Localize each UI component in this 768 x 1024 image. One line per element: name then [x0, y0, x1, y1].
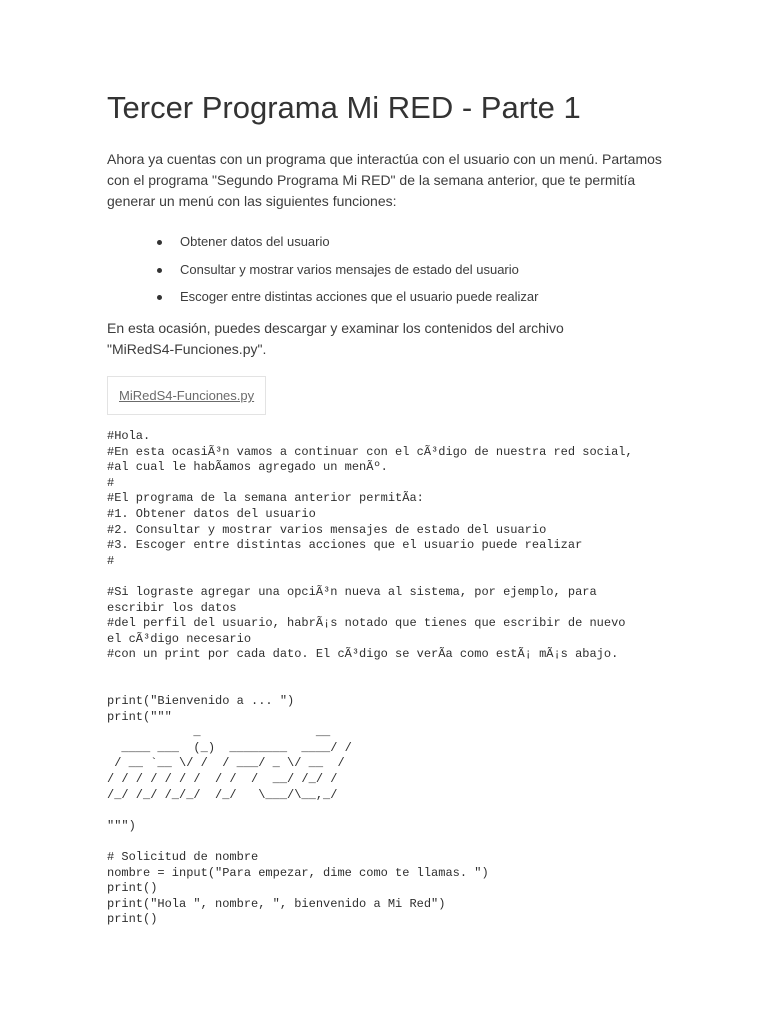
- file-attachment: [107, 376, 266, 415]
- download-paragraph: En esta ocasión, puedes descargar y examinar los contenidos del archivo "MiRedS4-Funciones.py".: [107, 320, 564, 357]
- bullet-icon: [157, 268, 162, 273]
- bullet-icon: [157, 295, 162, 300]
- list-item: [107, 231, 538, 259]
- intro-paragraph: Ahora ya cuentas con un programa que interactúa con el usuario con un menú. Partamos con el programa "Segundo Programa Mi RED" de la semana anterior, que te permitía generar un menú con las siguientes funciones:: [107, 151, 662, 209]
- file-download-link[interactable]: MiRedS4-Funciones.py: [119, 388, 255, 403]
- bullet-icon: [157, 240, 162, 245]
- function-list: [107, 231, 538, 314]
- list-item: [107, 259, 538, 287]
- list-item-text: Consultar y mostrar varios mensajes de estado del usuario: [180, 261, 519, 277]
- list-item-text: Escoger entre distintas acciones que el usuario puede realizar: [180, 289, 539, 304]
- code-block: #Hola. #En esta ocasiÃ³n vamos a continuar con el cÃ³digo de nuestra red social, #al cual le habÃamos agregado un menÃº. # #El programa de la semana anterior permitÃa: #1. Obtener datos del usuario #2. Consultar y mostrar varios mensajes de estado del usuario #3. Escoger entre distintas acciones que el usuario puede realizar # #Si lograste agregar una opciÃ³n nueva al sistema, por ejemplo, para escribir los datos #del perfil del usuario, habrÃ¡s notado que tienes que escribir de nuevo el cÃ³digo necesario #con un print por cada dato. El cÃ³digo se verÃa como estÃ¡ mÃ¡s abajo. print("Bienvenido a ... ") print(""" _ __ ____ ___ (_) ________ ____/ / / __ `__ \/ / / ___/ _ \/ __ / / / / / / / / / / / __/ /_/ / /_/ /_/ /_/_/ /_/ \___/\__,_/ """) # Solicitud de nombre nombre = input("Para empezar, dime como te llamas. ") print() print("Hola ", nombre, ", bienvenido a Mi Red") print(): [107, 429, 633, 927]
- list-item: [107, 286, 538, 314]
- list-item-text: Obtener datos del usuario: [180, 234, 330, 249]
- page-title: Tercer Programa Mi RED - Parte 1: [107, 90, 581, 125]
